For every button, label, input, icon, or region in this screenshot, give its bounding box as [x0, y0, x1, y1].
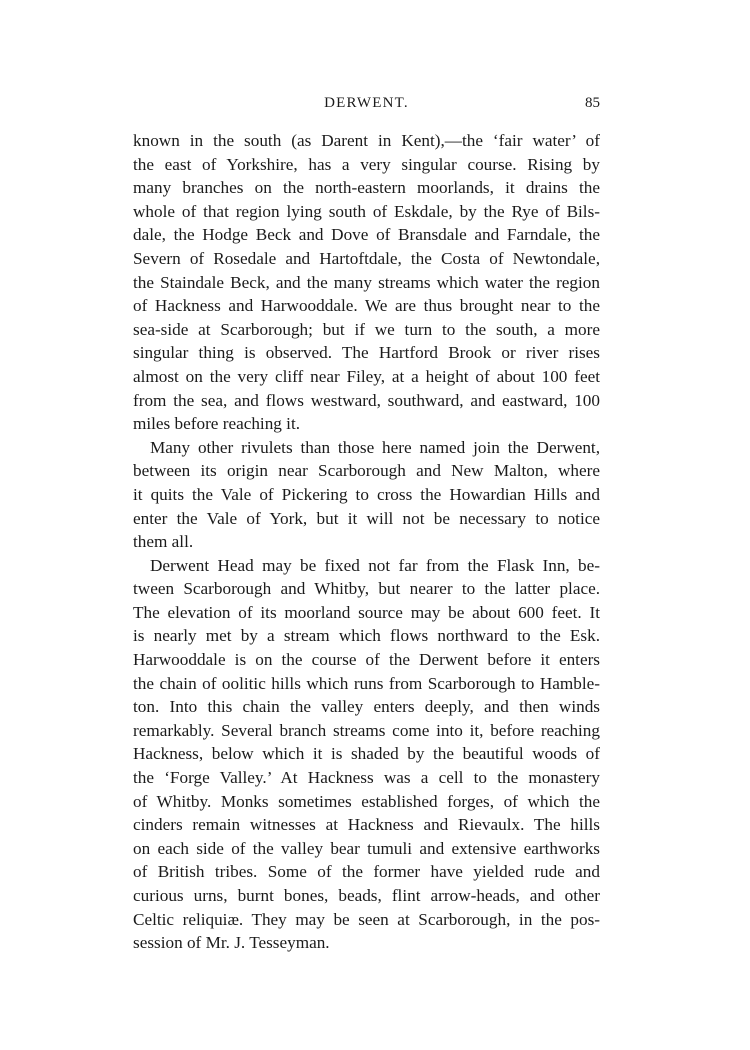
- text-line: tween Scarborough and Whitby, but nearer to the latter place.: [133, 579, 600, 599]
- text-line: of Hackness and Harwooddale. We are thus brought near to the: [133, 296, 600, 316]
- text-line: remarkably. Several branch streams come into it, before reaching: [133, 720, 600, 740]
- text-line: of British tribes. Some of the former have yielded rude and: [133, 862, 600, 882]
- running-header: [133, 95, 600, 117]
- body-text: [133, 129, 600, 955]
- text-line: many branches on the north-eastern moorlands, it drains the: [133, 178, 600, 198]
- text-line: ton. Into this chain the valley enters deeply, and then winds: [133, 697, 600, 717]
- paragraph-2: [133, 436, 600, 554]
- text-line: from the sea, and flows westward, southward, and eastward, 100: [133, 390, 600, 410]
- paragraph-3: [133, 554, 600, 955]
- text-line: session of Mr. J. Tesseyman.: [133, 933, 330, 953]
- text-line: curious urns, burnt bones, beads, flint arrow-heads, and other: [133, 886, 600, 905]
- text-line: is nearly met by a stream which flows northward to the Esk.: [133, 626, 600, 646]
- text-line: the Staindale Beck, and the many streams which water the region: [133, 272, 600, 292]
- text-line: the east of Yorkshire, has a very singular course. Rising by: [133, 154, 600, 174]
- page-number: 85: [585, 95, 600, 111]
- text-line: The elevation of its moorland source may be about 600 feet. It: [133, 602, 600, 622]
- text-line: dale, the Hodge Beck and Dove of Bransdale and Farndale, the: [133, 225, 600, 245]
- running-title: DERWENT.: [324, 95, 409, 111]
- paragraph-1: [133, 129, 600, 436]
- text-line: the chain of oolitic hills which runs from Scarborough to Hamble-: [133, 673, 600, 693]
- text-line: Hackness, below which it is shaded by the beautiful woods of: [133, 744, 600, 764]
- text-line: Many other rivulets than those here named join the Derwent,: [150, 437, 600, 457]
- text-line: them all.: [133, 532, 194, 552]
- text-line: on each side of the valley bear tumuli and extensive earthworks: [133, 838, 600, 858]
- text-line: almost on the very cliff near Filey, at a height of about 100 feet: [133, 366, 600, 386]
- text-line: sea-side at Scarborough; but if we turn to the south, a more: [133, 319, 600, 339]
- text-line: it quits the Vale of Pickering to cross the Howardian Hills and: [133, 484, 600, 504]
- text-line: whole of that region lying south of Eskdale, by the Rye of Bils-: [133, 201, 600, 221]
- text-line: Celtic reliquiæ. They may be seen at Scarborough, in the pos-: [133, 909, 600, 929]
- text-line: of Whitby. Monks sometimes established forges, of which the: [133, 791, 600, 811]
- text-line: cinders remain witnesses at Hackness and Rievaulx. The hills: [133, 815, 600, 835]
- text-line: known in the south (as Darent in Kent),—the ‘fair water’ of: [133, 131, 600, 150]
- text-line: the ‘Forge Valley.’ At Hackness was a cell to the monastery: [133, 768, 600, 788]
- text-line: miles before reaching it.: [133, 414, 301, 434]
- text-line: between its origin near Scarborough and New Malton, where: [133, 461, 600, 481]
- text-line: enter the Vale of York, but it will not be necessary to notice: [133, 508, 600, 528]
- text-line: Derwent Head may be fixed not far from the Flask Inn, be-: [150, 555, 600, 575]
- text-line: Severn of Rosedale and Hartoftdale, the Costa of Newtondale,: [133, 248, 600, 268]
- text-line: Harwooddale is on the course of the Derwent before it enters: [133, 650, 600, 670]
- text-line: singular thing is observed. The Hartford Brook or river rises: [133, 343, 600, 363]
